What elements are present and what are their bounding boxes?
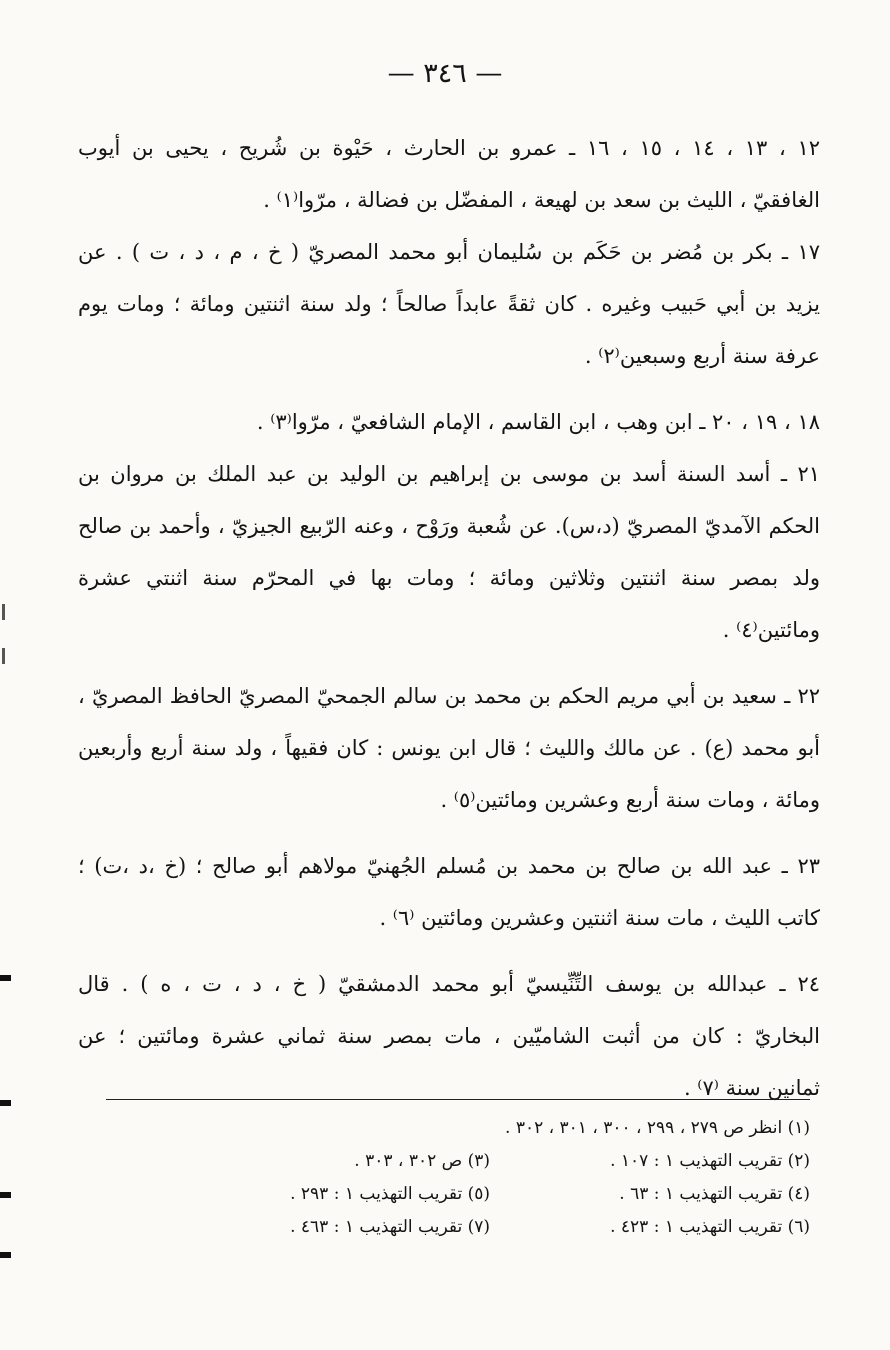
- footnote-row: [170, 1112, 810, 1145]
- footnote-4: (٤) تقريب التهذيب ١ : ٦٣ .: [619, 1184, 810, 1204]
- footnote-row: [170, 1145, 810, 1178]
- scan-artifact: [2, 648, 5, 664]
- text-line: ٢٢ ـ سعيد بن أبي مريم الحكم بن محمد بن سالم الجمحيّ المصريّ الحافظ المصريّ ،: [78, 684, 820, 708]
- footnote-row: [170, 1178, 810, 1211]
- scan-artifact: [0, 975, 11, 981]
- text-line: ٢٤ ـ عبدالله بن يوسف التِّنِّيسيّ أبو محمد الدمشقيّ ( خ ، د ، ت ، ه ) . قال: [78, 972, 820, 996]
- footnote-6: (٦) تقريب التهذيب ١ : ٤٢٣ .: [610, 1217, 810, 1237]
- text-line: ١٢ ، ١٣ ، ١٤ ، ١٥ ، ١٦ ـ عمرو بن الحارث ، حَيْوة بن شُريح ، يحيى بن أيوب: [78, 136, 820, 160]
- text-line: أبو محمد (ع) . عن مالك والليث ؛ قال ابن يونس : كان فقيهاً ، ولد سنة أربع وأربعين: [78, 736, 820, 760]
- footnote-1: (١) انظر ص ٢٧٩ ، ٢٩٩ ، ٣٠٠ ، ٣٠١ ، ٣٠٢ .: [505, 1118, 810, 1138]
- text-line: عرفة سنة أربع وسبعين⁽٢⁾ .: [584, 344, 820, 368]
- text-line: ولد بمصر سنة اثنتين وثلاثين ومائة ؛ ومات بها في المحرّم سنة اثنتي عشرة: [78, 566, 820, 590]
- text-line: ومائتين⁽٤⁾ .: [722, 618, 820, 642]
- footnotes: [170, 1112, 810, 1244]
- text-line: ١٧ ـ بكر بن مُضر بن حَكَم بن سُليمان أبو محمد المصريّ ( خ ، م ، د ، ت ) . عن: [78, 240, 820, 264]
- footnote-5: (٥) تقريب التهذيب ١ : ٢٩٣ .: [290, 1184, 490, 1204]
- footnote-7: (٧) تقريب التهذيب ١ : ٤٦٣ .: [290, 1217, 490, 1237]
- text-line: ومائة ، ومات سنة أربع وعشرين ومائتين⁽٥⁾ .: [440, 788, 820, 812]
- text-line: البخاريّ : كان من أثبت الشاميّين ، مات بمصر سنة ثماني عشرة ومائتين ؛ عن: [78, 1024, 820, 1048]
- footnote-3: (٣) ص ٣٠٢ ، ٣٠٣ .: [354, 1151, 490, 1171]
- footnote-row: [170, 1211, 810, 1244]
- text-line: كاتب الليث ، مات سنة اثنتين وعشرين ومائتين ⁽٦⁾ .: [379, 906, 820, 930]
- text-line: ٢٣ ـ عبد الله بن صالح بن محمد بن مُسلم الجُهنيّ مولاهم أبو صالح ؛ (خ ،د ،ت) ؛: [78, 854, 820, 878]
- scan-artifact: [0, 1100, 11, 1106]
- scan-artifact: [0, 1252, 11, 1258]
- text-line: ٢١ ـ أسد السنة أسد بن موسى بن إبراهيم بن الوليد بن عبد الملك بن مروان بن: [78, 462, 820, 486]
- scan-artifact: [0, 1192, 11, 1198]
- text-line: الغافقيّ ، الليث بن سعد بن لهيعة ، المفضّل بن فضالة ، مرّوا⁽١⁾ .: [263, 188, 820, 212]
- text-line: ثمانين سنة ⁽٧⁾ .: [683, 1076, 820, 1100]
- text-line: ١٨ ، ١٩ ، ٢٠ ـ ابن وهب ، ابن القاسم ، الإمام الشافعيّ ، مرّوا⁽٣⁾ .: [256, 410, 820, 434]
- page-number: — ٣٤٦ —: [387, 58, 503, 89]
- main-text: [78, 122, 820, 1114]
- text-line: يزيد بن أبي حَبيب وغيره . كان ثقةً عابداً صالحاً ؛ ولد سنة اثنتين ومائة ؛ ومات يوم: [78, 292, 820, 316]
- footnote-divider: [106, 1099, 810, 1100]
- footnote-2: (٢) تقريب التهذيب ١ : ١٠٧ .: [610, 1151, 810, 1171]
- scan-artifact: [2, 604, 5, 620]
- text-line: الحكم الآمديّ المصريّ (د،س). عن شُعبة ورَوْح ، وعنه الرّبيع الجيزيّ ، وأحمد بن صالح: [78, 514, 820, 538]
